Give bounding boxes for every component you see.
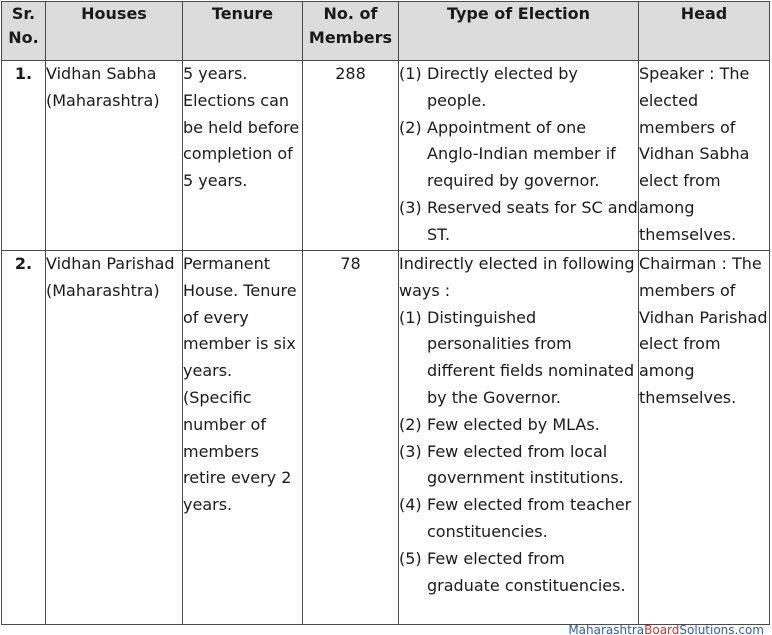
- election-intro: Indirectly elected in following ways :: [399, 254, 635, 300]
- cell-tenure: Permanent House. Tenure of every member is six years. (Specific number of members retire every 2 years.: [183, 251, 303, 625]
- election-item: (4) Few elected from teacher constituencies.: [399, 495, 632, 541]
- election-item: (2) Appointment of one Anglo-Indian member if required by governor.: [399, 117, 616, 191]
- cell-election: [399, 61, 639, 251]
- election-item: (5) Few elected from graduate constituencies.: [399, 548, 626, 595]
- header-row: [2, 2, 770, 61]
- cell-members: 288: [303, 61, 399, 251]
- header-sr-no: Sr. No.: [2, 2, 46, 61]
- header-tenure: Tenure: [183, 2, 303, 61]
- election-item: (2) Few elected by MLAs.: [399, 414, 600, 434]
- cell-house: Vidhan Parishad (Maharashtra): [46, 251, 183, 625]
- cell-tenure: 5 years. Elections can be held before completion of 5 years.: [183, 61, 303, 251]
- table-row: [2, 251, 770, 625]
- cell-sr: 1.: [2, 61, 46, 251]
- header-head: Head: [639, 2, 770, 61]
- cell-head: Speaker : The elected members of Vidhan Sabha elect from among themselves.: [639, 61, 770, 251]
- cell-sr: 2.: [2, 251, 46, 625]
- election-item: (3) Few elected from local government institutions.: [399, 441, 624, 488]
- cell-election: [399, 251, 639, 625]
- election-item: (1) Directly elected by people.: [399, 64, 578, 110]
- election-table: [1, 1, 770, 625]
- cell-members: 78: [303, 251, 399, 625]
- header-election-type: Type of Election: [399, 2, 639, 61]
- header-members: No. of Members: [303, 2, 399, 61]
- cell-house: Vidhan Sabha (Maharashtra): [46, 61, 183, 251]
- table-row: [2, 61, 770, 251]
- election-item: (1) Distinguished personalities from different fields nominated by the Governor.: [399, 307, 635, 407]
- site-watermark: MaharashtraBoardSolutions.com: [568, 624, 764, 635]
- cell-head: Chairman : The members of Vidhan Parishad elect from among themselves.: [639, 251, 770, 625]
- header-houses: Houses: [46, 2, 183, 61]
- election-item: (3) Reserved seats for SC and ST.: [399, 197, 638, 244]
